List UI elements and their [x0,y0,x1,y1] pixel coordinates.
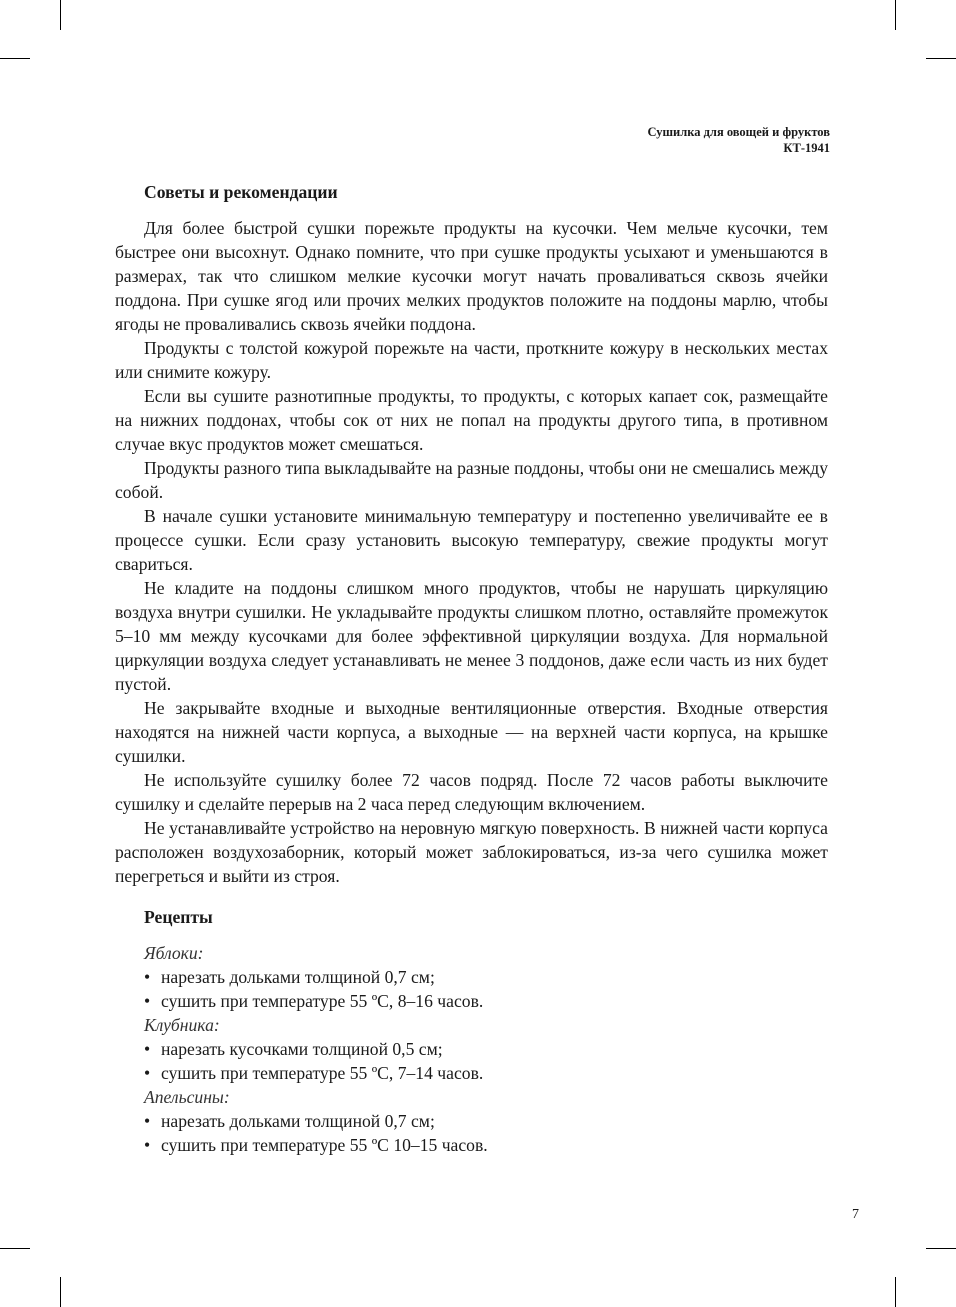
page-body [115,180,828,1157]
recipe-name: Яблоки: [144,943,204,963]
recipe-strawberry [115,1013,828,1085]
recipe-name: Клубника: [144,1015,220,1035]
recipe-step: сушить при температуре 55 ºC, 7–14 часов. [161,1063,484,1083]
crop-mark-top-left-h [0,58,30,59]
tips-heading: Советы и рекомендации [144,182,338,202]
header-model: КТ-1941 [783,141,830,155]
bullet-icon: • [144,1135,151,1155]
list-item [144,1037,828,1061]
recipes-heading: Рецепты [144,907,213,927]
list-item [144,965,828,989]
tip-paragraph: Не используйте сушилку более 72 часов подряд. После 72 часов работы выключите сушилку и сделайте перерыв на 2 часа перед следующим включением. [115,770,828,814]
list-item [144,989,828,1013]
running-header [647,124,830,156]
tip-paragraph: Продукты разного типа выкладывайте на разные поддоны, чтобы они не смешались между собой. [115,458,828,502]
crop-mark-bottom-left-h [0,1248,30,1249]
bullet-icon: • [144,991,151,1011]
recipe-oranges [115,1085,828,1157]
crop-mark-bottom-right-h [926,1248,956,1249]
crop-mark-top-left [60,0,61,30]
recipe-name: Апельсины: [144,1087,230,1107]
recipe-step: сушить при температуре 55 ºC, 8–16 часов. [161,991,484,1011]
bullet-icon: • [144,1039,151,1059]
recipe-step: нарезать дольками толщиной 0,7 см; [161,1111,435,1131]
bullet-icon: • [144,1111,151,1131]
header-product-name: Сушилка для овощей и фруктов [647,125,830,139]
crop-mark-top-right-h [926,58,956,59]
crop-mark-bottom-left [60,1277,61,1307]
bullet-icon: • [144,1063,151,1083]
recipe-step: нарезать дольками толщиной 0,7 см; [161,967,435,987]
page-number: 7 [852,1207,859,1222]
recipe-step: нарезать кусочками толщиной 0,5 см; [161,1039,443,1059]
list-item [144,1133,828,1157]
list-item [144,1109,828,1133]
tip-paragraph: Не устанавливайте устройство на неровную мягкую поверхность. В нижней части корпуса расположен воздухозаборник, который может заблокироваться, из-за чего сушилка может перегреться и выйти из строя. [115,818,828,886]
tip-paragraph: Не закрывайте входные и выходные вентиляционные отверстия. Входные отверстия находятся на нижней части корпуса, а выходные — на верхней части корпуса, на крышке сушилки. [115,698,828,766]
recipe-apples [115,941,828,1013]
tip-paragraph: Если вы сушите разнотипные продукты, то продукты, с которых капает сок, размещайте на нижних поддонах, чтобы сок от них не попал на продукты другого типа, в противном случае вкус продуктов может смешаться. [115,386,828,454]
recipe-step: сушить при температуре 55 ºC 10–15 часов. [161,1135,488,1155]
bullet-icon: • [144,967,151,987]
tip-paragraph: Не кладите на поддоны слишком много продуктов, чтобы не нарушать циркуляцию воздуха внутри сушилки. Не укладывайте продукты слишком плотно, оставляйте промежуток 5–10 мм между кусочками для более эффективной циркуляции воздуха. Для нормальной циркуляции воздуха следует устанавливать не менее 3 поддонов, даже если часть из них будет пустой. [115,578,828,694]
tip-paragraph: В начале сушки установите минимальную температуру и постепенно увеличивайте ее в процессе сушки. Если сразу установить высокую температуру, свежие продукты могут свариться. [115,506,828,574]
crop-mark-top-right [895,0,896,30]
list-item [144,1061,828,1085]
tip-paragraph: Для более быстрой сушки порежьте продукты на кусочки. Чем мельче кусочки, тем быстрее они высохнут. Однако помните, что при сушке продукты усыхают и уменьшаются в размерах, так что слишком мелкие кусочки могут начать проваливаться сквозь ячейки поддона. При сушке ягод или прочих мелких продуктов положите на поддоны марлю, чтобы ягоды не проваливались сквозь ячейки поддона. [115,218,828,334]
tip-paragraph: Продукты с толстой кожурой порежьте на части, проткните кожуру в нескольких местах или снимите кожуру. [115,338,828,382]
crop-mark-bottom-right [895,1277,896,1307]
